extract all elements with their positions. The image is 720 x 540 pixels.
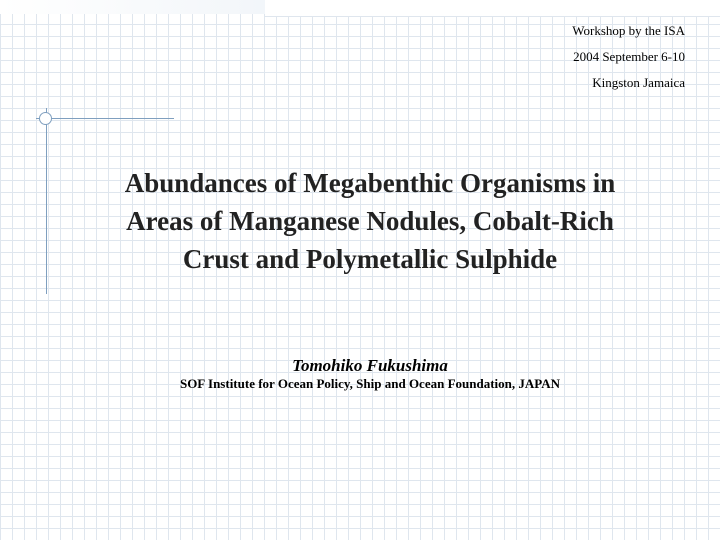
title-line-1: Abundances of Megabenthic Organisms in	[124, 168, 616, 198]
author-name: Tomohiko Fukushima	[292, 356, 448, 375]
author-affiliation: SOF Institute for Ocean Policy, Ship and Ocean Foundation, JAPAN	[179, 376, 561, 391]
decorative-vertical-line	[46, 108, 47, 294]
workshop-date: 2004 September 6-10	[573, 49, 685, 64]
workshop-event: Workshop by the ISA	[572, 23, 685, 38]
decorative-circle-icon	[39, 112, 52, 125]
title-line-2: Areas of Manganese Nodules, Cobalt-Rich	[126, 206, 614, 236]
workshop-location: Kingston Jamaica	[592, 75, 685, 90]
title-line-3: Crust and Polymetallic Sulphide	[182, 244, 558, 274]
decorative-horizontal-line	[36, 118, 174, 119]
slide-title	[60, 164, 680, 278]
top-white-panel	[265, 0, 720, 17]
workshop-info	[572, 18, 685, 96]
